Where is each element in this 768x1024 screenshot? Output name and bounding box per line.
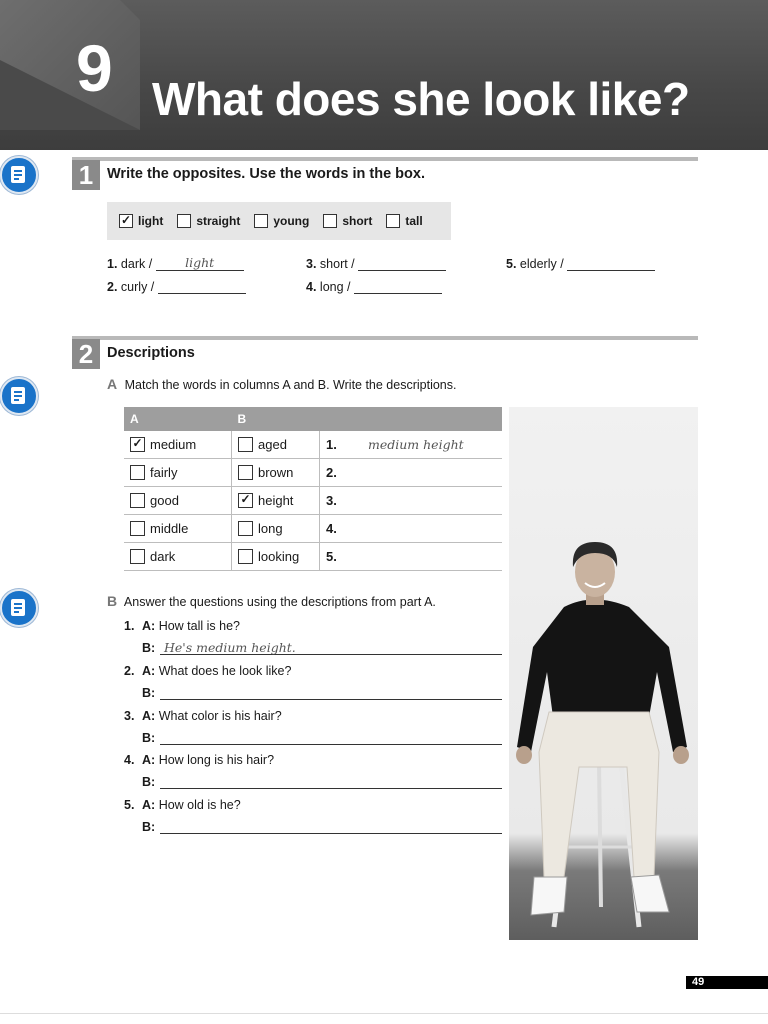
word-box-item xyxy=(177,214,240,228)
row-number: 3. xyxy=(320,487,363,515)
speaker-a-label: A: xyxy=(142,798,156,812)
word-box-item xyxy=(323,214,372,228)
table-row xyxy=(124,487,502,515)
word-a: medium xyxy=(150,437,197,452)
answer-line[interactable] xyxy=(160,819,502,834)
checkbox[interactable]: ✓ xyxy=(130,437,145,452)
part-b-instruction xyxy=(107,593,436,609)
question-text: How tall is he? xyxy=(158,619,240,633)
word-box-item xyxy=(386,214,422,228)
checkbox[interactable] xyxy=(238,437,253,452)
workbook-icon[interactable] xyxy=(0,589,38,627)
word-b: height xyxy=(258,493,294,508)
footer-rule xyxy=(0,1013,768,1014)
checkbox[interactable] xyxy=(130,493,145,508)
speaker-a-label: A: xyxy=(142,753,156,767)
row-number: 5. xyxy=(320,543,363,571)
answer-label xyxy=(142,775,155,789)
item-number: 1. xyxy=(107,257,118,271)
word-box xyxy=(107,202,451,240)
speaker-a-label: A: xyxy=(142,709,156,723)
item-word: curly / xyxy=(120,280,155,294)
column-a-header: A xyxy=(124,407,232,431)
item-word: long / xyxy=(319,280,351,294)
item-number: 4. xyxy=(306,280,317,294)
unit-banner xyxy=(0,0,768,150)
part-a-instruction xyxy=(107,376,456,392)
word-b: looking xyxy=(258,549,300,564)
checkbox[interactable] xyxy=(323,214,337,228)
answer-field[interactable] xyxy=(362,459,502,487)
answer-line[interactable] xyxy=(160,730,502,745)
word-label: light xyxy=(138,214,164,228)
section-2-number: 2 xyxy=(72,339,100,369)
word-label: tall xyxy=(405,214,423,228)
unit-number: 9 xyxy=(76,31,111,105)
instruction-text: Match the words in columns A and B. Write the descriptions. xyxy=(124,378,457,392)
answer-label xyxy=(142,686,155,700)
word-a: good xyxy=(150,493,179,508)
word-a: dark xyxy=(150,549,176,564)
checkbox[interactable] xyxy=(130,549,145,564)
section-1-title: Write the opposites. Use the words in the box. xyxy=(107,166,425,182)
word-b: aged xyxy=(258,437,287,452)
workbook-icon[interactable] xyxy=(0,377,38,415)
workbook-icon[interactable] xyxy=(0,156,38,194)
question-number: 1. xyxy=(124,619,135,633)
section-1-number: 1 xyxy=(72,160,100,190)
question-line xyxy=(124,753,274,767)
section-2-rule xyxy=(72,336,698,340)
checkbox[interactable] xyxy=(238,549,253,564)
item-number: 3. xyxy=(306,257,317,271)
checkbox[interactable] xyxy=(130,521,145,536)
item-number: 5. xyxy=(506,257,517,271)
checkbox[interactable] xyxy=(254,214,268,228)
answer-field[interactable]: medium height xyxy=(362,431,502,459)
page-title: What does she look like? xyxy=(152,73,690,125)
column-b-header: B xyxy=(232,407,320,431)
speaker-a-label: A: xyxy=(142,619,156,633)
item-number: 2. xyxy=(107,280,118,294)
section-2-title: Descriptions xyxy=(107,345,195,361)
item-word: short / xyxy=(319,257,355,271)
word-b: long xyxy=(258,521,283,536)
speaker-b-label: B: xyxy=(142,686,156,700)
part-letter: A xyxy=(107,376,118,392)
part-letter: B xyxy=(107,593,118,609)
speaker-a-label: A: xyxy=(142,664,156,678)
exercise-item xyxy=(506,255,655,271)
question-number: 2. xyxy=(124,664,135,678)
word-box-item xyxy=(254,214,309,228)
answer-label xyxy=(142,641,155,655)
matching-table xyxy=(124,407,502,571)
checkbox[interactable]: ✓ xyxy=(120,213,132,227)
question-line xyxy=(124,664,291,678)
answer-blank[interactable] xyxy=(567,255,655,271)
row-number: 1. xyxy=(320,431,363,459)
table-row xyxy=(124,459,502,487)
answer-label xyxy=(142,731,155,745)
page-number: 49 xyxy=(686,976,768,989)
word-label: short xyxy=(342,214,373,228)
answer-line[interactable] xyxy=(160,774,502,789)
table-row xyxy=(124,431,502,459)
answer-blank[interactable] xyxy=(354,278,442,294)
column-answer-header xyxy=(320,407,503,431)
checkbox[interactable] xyxy=(177,214,191,228)
checkbox[interactable]: ✓ xyxy=(238,493,253,508)
row-number: 2. xyxy=(320,459,363,487)
answer-blank[interactable] xyxy=(158,278,246,294)
word-a: fairly xyxy=(150,465,178,480)
answer-field[interactable] xyxy=(362,543,502,571)
question-line xyxy=(124,619,240,633)
row-number: 4. xyxy=(320,515,363,543)
exercise-item xyxy=(107,278,246,294)
question-text: How old is he? xyxy=(158,798,241,812)
man-illustration xyxy=(509,407,698,940)
exercise-item xyxy=(306,278,442,294)
word-label: straight xyxy=(196,214,241,228)
answer-blank[interactable]: light xyxy=(156,255,244,271)
instruction-text: Answer the questions using the descriptions from part A. xyxy=(123,595,436,609)
answer-blank[interactable] xyxy=(358,255,446,271)
photo-man-on-stool xyxy=(509,407,698,940)
speaker-b-label: B: xyxy=(142,820,156,834)
answer-line[interactable] xyxy=(160,685,502,700)
question-text: What color is his hair? xyxy=(158,709,282,723)
answer-field[interactable] xyxy=(362,487,502,515)
word-box-item xyxy=(119,214,163,228)
speaker-b-label: B: xyxy=(142,731,156,745)
question-number: 4. xyxy=(124,753,135,767)
item-word: elderly / xyxy=(519,257,564,271)
question-line xyxy=(124,798,241,812)
checkbox[interactable] xyxy=(238,465,253,480)
table-row xyxy=(124,543,502,571)
table-row xyxy=(124,515,502,543)
question-number: 5. xyxy=(124,798,135,812)
word-label: young xyxy=(273,214,310,228)
checkbox[interactable] xyxy=(130,465,145,480)
word-b: brown xyxy=(258,465,294,480)
speaker-b-label: B: xyxy=(142,641,156,655)
answer-label xyxy=(142,820,155,834)
checkbox[interactable] xyxy=(386,214,400,228)
word-a: middle xyxy=(150,521,189,536)
checkbox[interactable] xyxy=(238,521,253,536)
question-line xyxy=(124,709,282,723)
item-word: dark / xyxy=(120,257,153,271)
exercise-item xyxy=(306,255,446,271)
answer-field[interactable] xyxy=(362,515,502,543)
question-text: What does he look like? xyxy=(158,664,292,678)
section-1-rule xyxy=(72,157,698,161)
question-text: How long is his hair? xyxy=(158,753,275,767)
speaker-b-label: B: xyxy=(142,775,156,789)
exercise-item xyxy=(107,255,244,271)
answer-line[interactable]: He's medium height. xyxy=(160,640,502,655)
question-number: 3. xyxy=(124,709,135,723)
